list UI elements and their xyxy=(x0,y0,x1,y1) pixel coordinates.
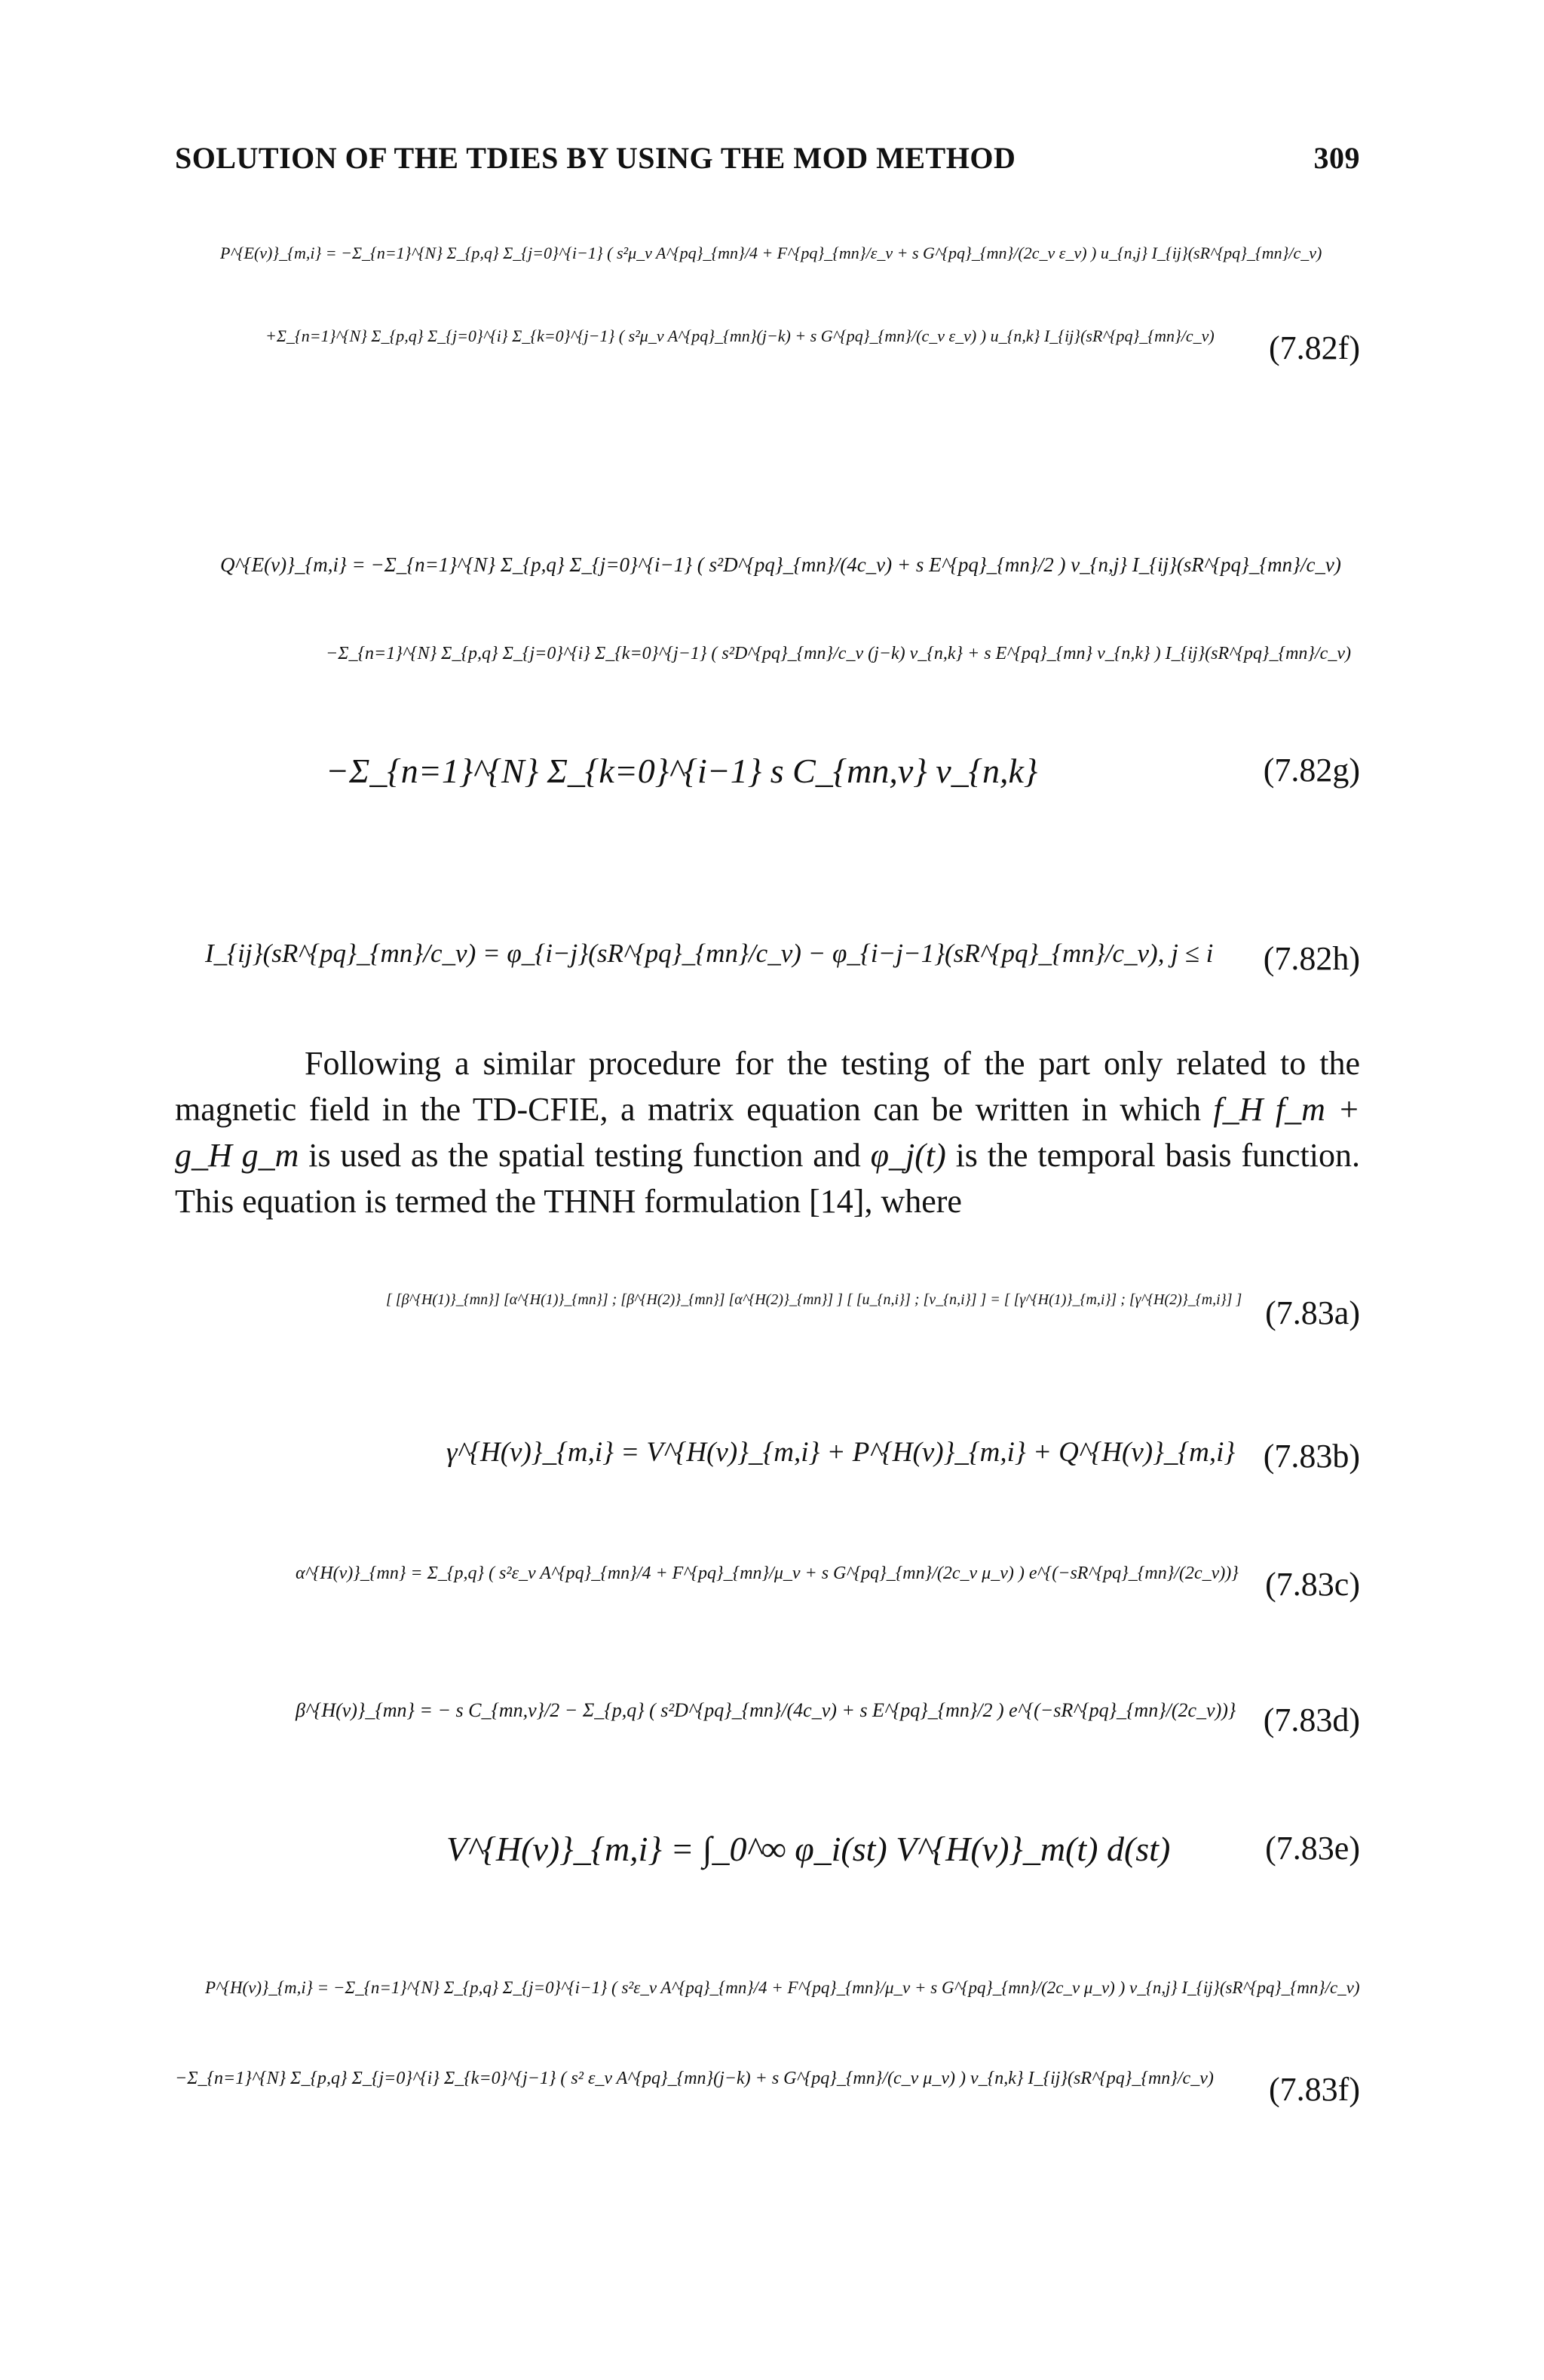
equation-line xyxy=(175,543,1360,626)
equation-text: I_{ij}(sR^{pq}_{mn}/c_v) = φ_{i−j}(sR^{pq}_{mn}/c_v) − φ_{i−j−1}(sR^{pq}_{mn}/c_v), j ≤ i xyxy=(205,939,1214,968)
equation-7-83f xyxy=(175,1960,1360,2141)
equation-7-83c xyxy=(175,1553,1360,1636)
equation-7-82f xyxy=(175,226,1360,392)
equation-line xyxy=(175,1960,1360,2051)
equation-text: α^{H(v)}_{mn} = Σ_{p,q} ( s²ε_v A^{pq}_{mn}/4 + F^{pq}_{mn}/μ_v + s G^{pq}_{mn}/(2c_v μ_v) ) e^{(−sR^{pq}_{mn}/(2c_v))} xyxy=(296,1564,1239,1583)
equation-text: Q^{E(v)}_{m,i} = −Σ_{n=1}^{N} Σ_{p,q} Σ_{j=0}^{i−1} ( s²D^{pq}_{mn}/(4c_v) + s E^{pq}_{mn}/2 ) v_{n,j} I_{ij}(sR^{pq}_{mn}/c_v) xyxy=(220,553,1341,576)
equation-number: (7.83e) xyxy=(1265,1830,1360,1867)
equation-line xyxy=(175,626,1360,724)
equation-7-83b xyxy=(175,1432,1360,1481)
equation-number: (7.82g) xyxy=(1263,752,1360,789)
equation-7-83e xyxy=(175,1824,1360,1873)
equation-line xyxy=(175,2051,1360,2141)
equation-number: (7.83b) xyxy=(1263,1438,1360,1475)
equation-text: P^{E(v)}_{m,i} = −Σ_{n=1}^{N} Σ_{p,q} Σ_{j=0}^{i−1} ( s²μ_v A^{pq}_{mn}/4 + F^{pq}_{mn}/ε_v + s G^{pq}_{mn}/(2c_v ε_v) ) u_{n,j} I_{ij}(sR^{pq}_{mn}/c_v) xyxy=(220,244,1322,262)
equation-7-82h xyxy=(175,935,1360,983)
equation-line xyxy=(175,724,1360,814)
equation-7-83d xyxy=(175,1689,1360,1772)
equation-text: γ^{H(v)}_{m,i} = V^{H(v)}_{m,i} + P^{H(v)}_{m,i} + Q^{H(v)}_{m,i} xyxy=(446,1437,1236,1468)
equation-text: −Σ_{n=1}^{N} Σ_{k=0}^{i−1} s C_{mn,v} v_{n,k} xyxy=(326,752,1038,790)
equation-line xyxy=(175,1553,1360,1636)
equation-text: β^{H(v)}_{mn} = − s C_{mn,v}/2 − Σ_{p,q} ( s²D^{pq}_{mn}/(4c_v) + s E^{pq}_{mn}/2 ) e^{(−sR^{pq}_{mn}/(2c_v))} xyxy=(296,1699,1236,1721)
inline-math: f_H f_m + g_H g_m xyxy=(175,1091,1360,1174)
running-header xyxy=(175,140,1360,176)
equation-number: (7.83f) xyxy=(1269,2071,1360,2108)
equation-number: (7.83a) xyxy=(1265,1294,1360,1331)
equation-line xyxy=(175,226,1360,309)
paragraph-text: Following a similar procedure for the testing of the part only related to the magnetic field in the TD-CFIE, a matrix equation can be written in which xyxy=(175,1045,1360,1128)
equation-text: +Σ_{n=1}^{N} Σ_{p,q} Σ_{j=0}^{i} Σ_{k=0}^{j−1} ( s²μ_v A^{pq}_{mn}(j−k) + s G^{pq}_{mn}/(c_v ε_v) ) u_{n,k} I_{ij}(sR^{pq}_{mn}/c_v) xyxy=(265,326,1215,345)
equation-line xyxy=(175,309,1360,392)
page-number: 309 xyxy=(1313,141,1360,175)
equation-line xyxy=(175,1432,1360,1481)
inline-math: φ_j(t) xyxy=(870,1137,946,1174)
equation-text: P^{H(v)}_{m,i} = −Σ_{n=1}^{N} Σ_{p,q} Σ_{j=0}^{i−1} ( s²ε_v A^{pq}_{mn}/4 + F^{pq}_{mn}/μ_v + s G^{pq}_{mn}/(2c_v μ_v) ) v_{n,j} I_{ij}(sR^{pq}_{mn}/c_v) xyxy=(205,1978,1360,1997)
equation-line xyxy=(175,1689,1360,1772)
equation-line xyxy=(175,1824,1360,1873)
running-head-title: SOLUTION OF THE TDIES BY USING THE MOD METHOD xyxy=(175,141,1016,175)
equation-number: (7.82h) xyxy=(1263,940,1360,977)
equation-number: (7.83c) xyxy=(1265,1566,1360,1603)
equation-text: −Σ_{n=1}^{N} Σ_{p,q} Σ_{j=0}^{i} Σ_{k=0}^{j−1} ( s²D^{pq}_{mn}/c_v (j−k) v_{n,k} + s E^{pq}_{mn} v_{n,k} ) I_{ij}(sR^{pq}_{mn}/c_v) xyxy=(326,644,1351,663)
equation-7-83a xyxy=(175,1267,1360,1357)
body-paragraph xyxy=(175,1040,1360,1224)
equation-text: V^{H(v)}_{m,i} = ∫_0^∞ φ_i(st) V^{H(v)}_m(t) d(st) xyxy=(446,1830,1171,1868)
paragraph-text: is used as the spatial testing function and xyxy=(299,1137,871,1174)
equation-line xyxy=(175,935,1360,983)
equation-7-82g xyxy=(175,543,1360,814)
equation-number: (7.83d) xyxy=(1263,1702,1360,1738)
paragraph-text: is the temporal basis function. This equation is termed the THNH formulation [14], where xyxy=(175,1137,1361,1220)
equation-text: [ [β^{H(1)}_{mn}] [α^{H(1)}_{mn}] ; [β^{H(2)}_{mn}] [α^{H(2)}_{mn}] ] [ [u_{n,i}] ; [v_{n,i}] ] = [ [γ^{H(1)}_{m,i}] ; [γ^{H(2)}_{m,i}] ] xyxy=(386,1291,1242,1308)
equation-number: (7.82f) xyxy=(1269,329,1360,366)
equation-line xyxy=(175,1267,1360,1357)
equation-text: −Σ_{n=1}^{N} Σ_{p,q} Σ_{j=0}^{i} Σ_{k=0}^{j−1} ( s² ε_v A^{pq}_{mn}(j−k) + s G^{pq}_{mn}/(c_v μ_v) ) v_{n,k} I_{ij}(sR^{pq}_{mn}/c_v) xyxy=(175,2069,1214,2088)
